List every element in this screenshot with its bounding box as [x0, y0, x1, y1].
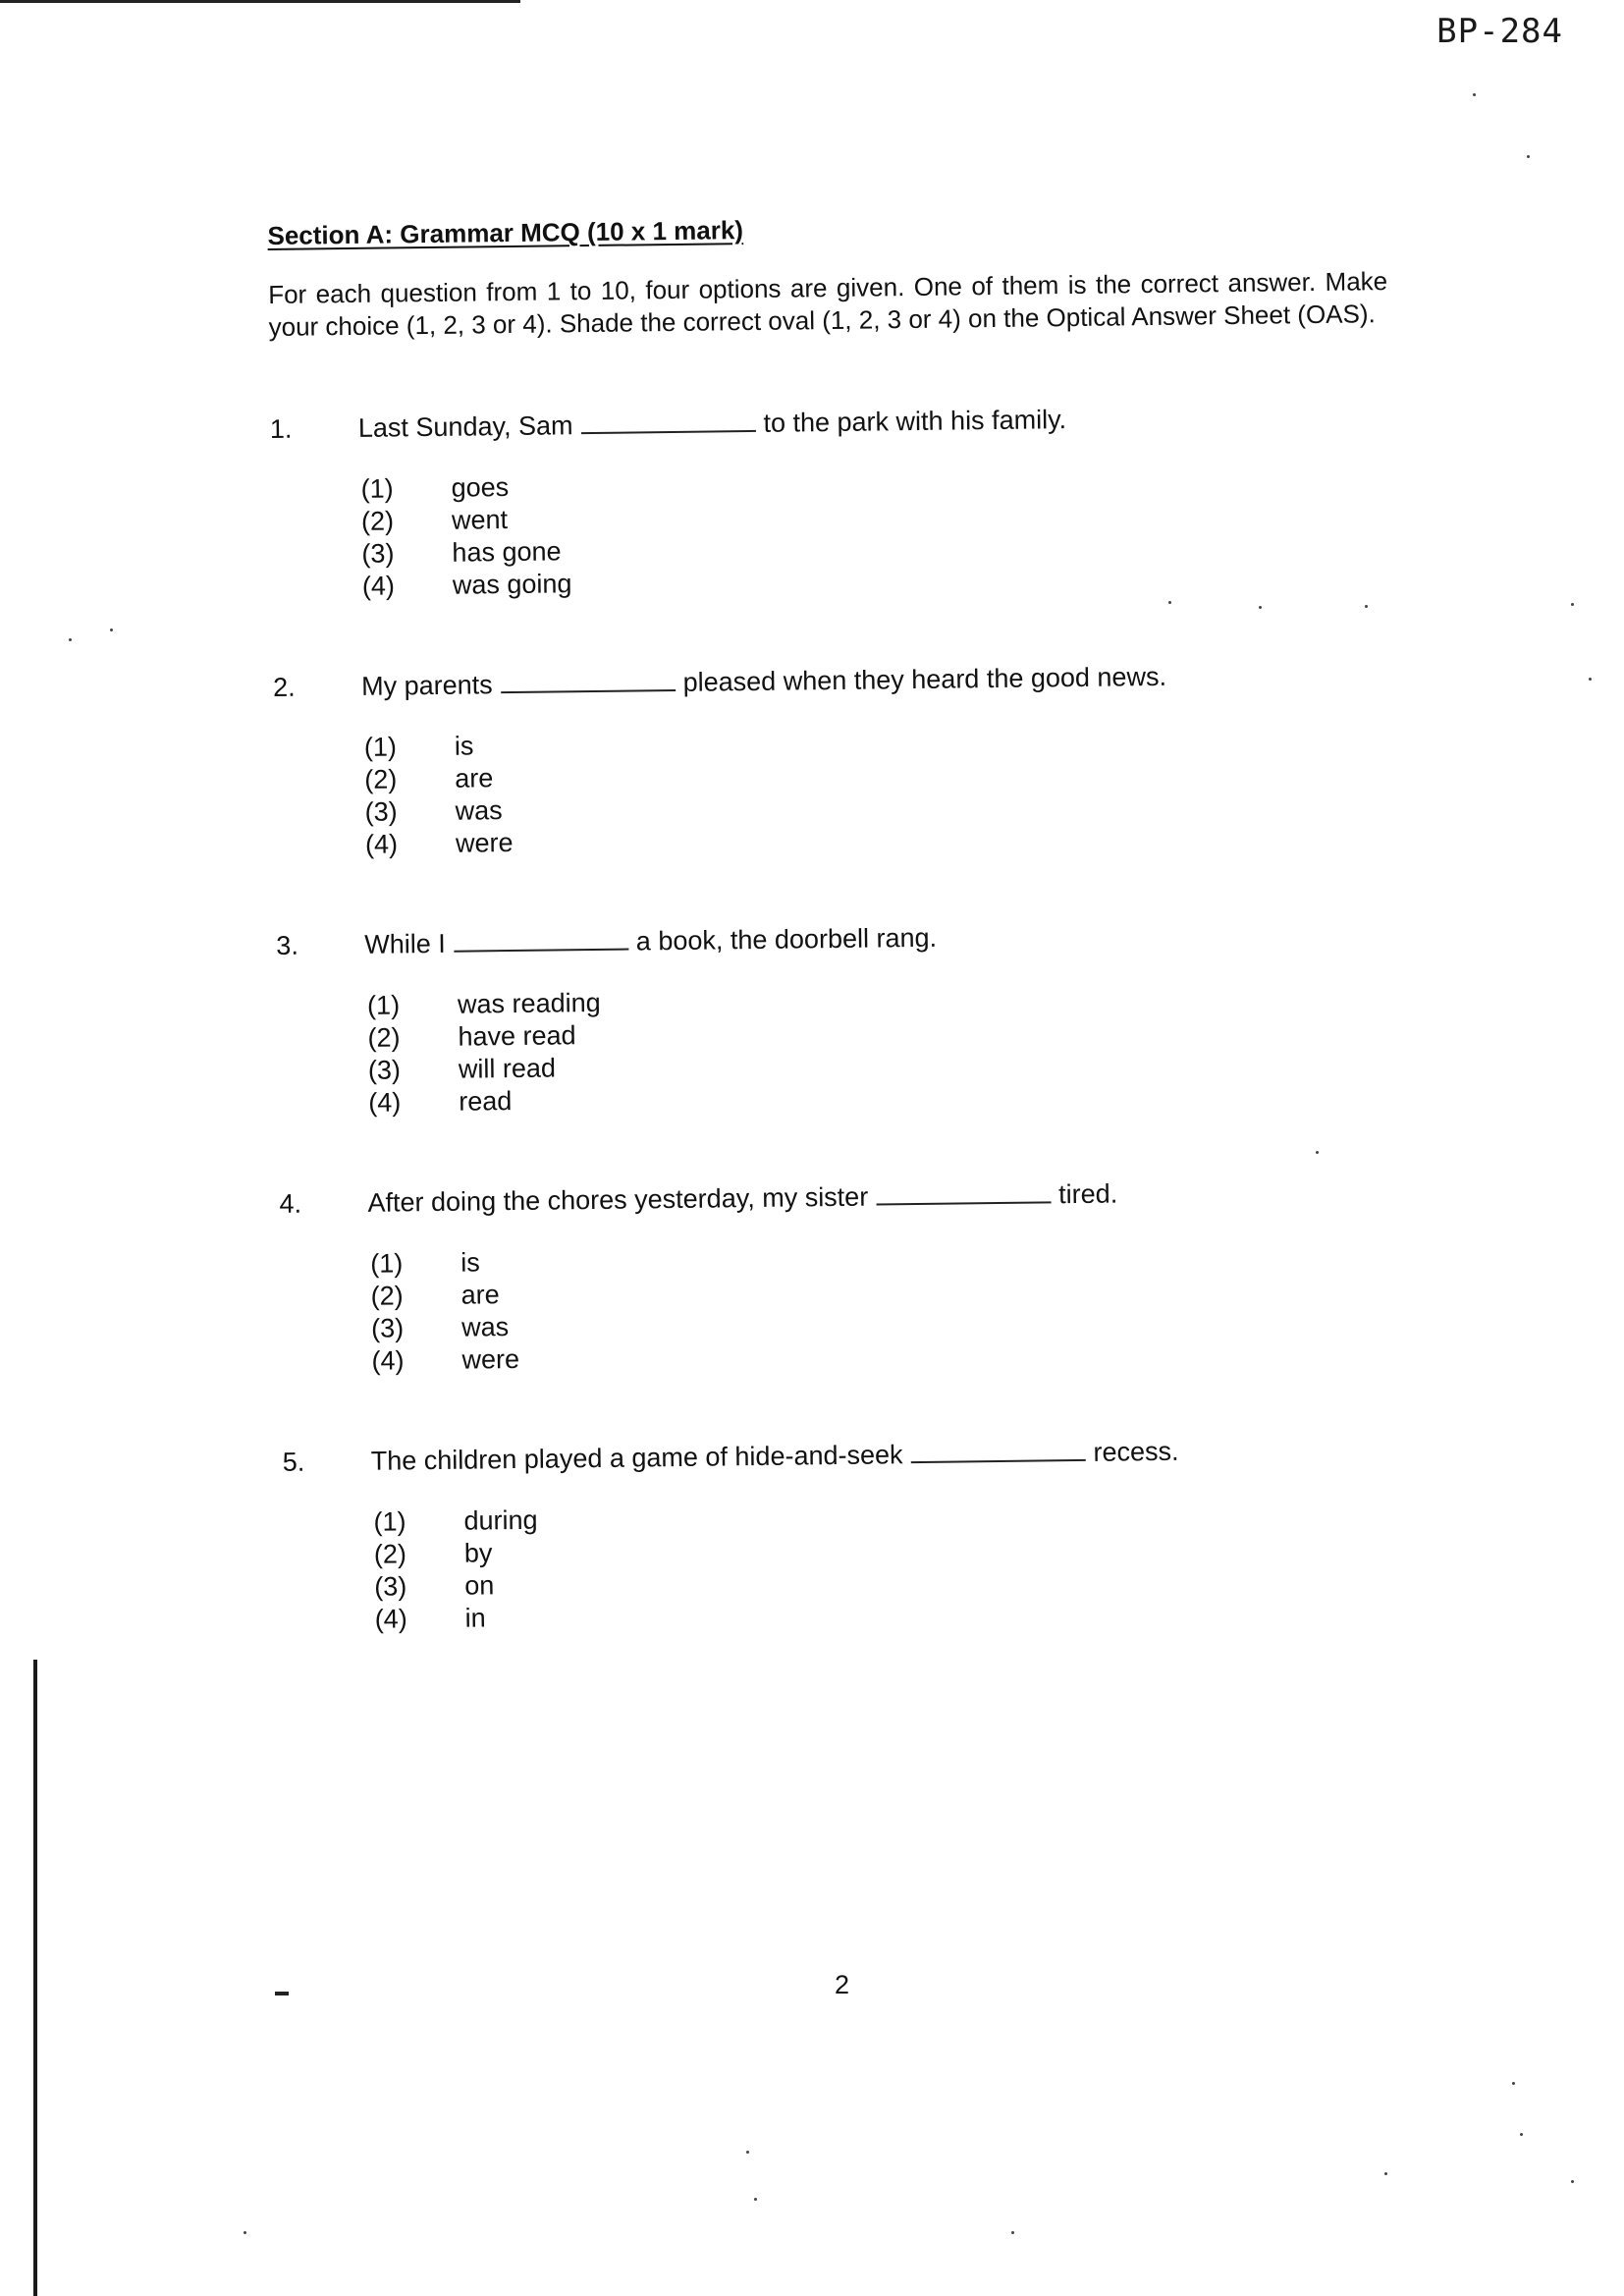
option-label: (2): [367, 1022, 401, 1053]
exam-page: [267, 183, 1414, 1637]
scan-speck: [754, 2198, 757, 2201]
scan-speck: [1512, 2082, 1515, 2085]
scan-speck: [1571, 2180, 1574, 2183]
question-stem-row: [283, 1434, 1412, 1478]
option-text: are: [460, 1280, 500, 1310]
question-stem: [358, 405, 1067, 444]
option-label: (3): [361, 538, 395, 569]
question-number: 4.: [279, 1188, 302, 1219]
scan-speck: [1527, 155, 1530, 158]
question-text-after-blank: tired.: [1058, 1178, 1118, 1210]
option-text: goes: [451, 472, 510, 503]
option-label: (3): [364, 796, 398, 827]
option-text: in: [464, 1603, 486, 1633]
option-label: (1): [370, 1248, 404, 1279]
question-list: [270, 401, 1414, 1637]
option-text: was reading: [457, 987, 601, 1019]
question-text-after-blank: pleased when they heard the good news.: [682, 661, 1167, 697]
answer-blank: [454, 948, 628, 953]
option-text: read: [459, 1086, 513, 1117]
option-label: (1): [363, 732, 398, 762]
scan-speck: [1473, 93, 1476, 96]
option-text: have read: [458, 1020, 576, 1052]
question-5: [283, 1434, 1414, 1637]
question-1: [270, 401, 1401, 604]
option-list: [367, 977, 1408, 1120]
answer-blank: [876, 1200, 1051, 1205]
scan-speck: [1520, 2133, 1523, 2136]
answer-blank: [581, 429, 756, 434]
scan-speck: [69, 638, 72, 641]
option-text: is: [460, 1247, 480, 1278]
scan-speck: [244, 2231, 246, 2234]
option-list: [373, 1494, 1414, 1636]
question-4: [279, 1175, 1410, 1379]
section-title: Section A: Grammar MCQ (10 x 1 mark): [267, 215, 744, 250]
scan-speck: [1365, 605, 1368, 608]
question-number: 2.: [272, 672, 296, 702]
option-label: (2): [360, 506, 395, 536]
question-stem: [371, 1437, 1179, 1477]
scan-speck: [110, 629, 113, 631]
option-label: (4): [361, 571, 396, 601]
option-label: (1): [360, 473, 394, 504]
option-label: (2): [370, 1281, 404, 1311]
option-label: (3): [374, 1571, 407, 1602]
question-text-before-blank: My parents: [360, 670, 493, 701]
section-instructions: For each question from 1 to 10, four options are given. One of them is the correct answer. Make your choice (1, 2, 3 or 4). Shade the correct oval (1, 2, 3 or 4) on the Optical Answer Sheet (OAS).: [268, 266, 1388, 342]
scan-speck: [1384, 2172, 1387, 2175]
scan-edge-left: [33, 1660, 37, 2296]
option-label: (3): [367, 1055, 402, 1085]
option-label: (1): [366, 990, 401, 1020]
answer-blank: [501, 688, 676, 693]
page-number: 2: [835, 1970, 850, 1999]
question-text-after-blank: recess.: [1093, 1436, 1179, 1467]
scan-speck: [746, 2151, 749, 2154]
option-text: are: [455, 763, 494, 793]
option-text: by: [463, 1538, 493, 1568]
question-number: 5.: [282, 1447, 305, 1477]
question-text-after-blank: to the park with his family.: [763, 405, 1067, 438]
question-text-before-blank: While I: [364, 928, 447, 959]
question-stem: [364, 923, 937, 960]
question-text-before-blank: Last Sunday, Sam: [357, 410, 573, 443]
option-text: has gone: [452, 536, 562, 568]
option-label: (4): [364, 829, 399, 859]
option-label: (2): [364, 764, 398, 794]
option-text: during: [463, 1504, 538, 1536]
scan-speck: [1571, 603, 1574, 606]
question-text-after-blank: a book, the doorbell rang.: [635, 922, 938, 957]
option-label: (1): [373, 1506, 406, 1537]
option-label: (4): [368, 1087, 402, 1118]
footer-dash-mark: [275, 1992, 289, 1995]
document-code: BP-284: [1436, 12, 1563, 51]
question-number: 3.: [276, 930, 299, 960]
option-list: [370, 1235, 1411, 1378]
option-text: on: [464, 1570, 495, 1601]
question-stem-row: [273, 659, 1402, 703]
option-text: was: [455, 795, 503, 826]
question-stem-row: [270, 401, 1399, 445]
question-3: [276, 917, 1407, 1121]
option-list: [364, 719, 1405, 861]
scan-edge-top: [0, 0, 520, 3]
option-text: will read: [458, 1053, 557, 1084]
question-2: [273, 659, 1404, 862]
question-stem-row: [279, 1175, 1408, 1220]
option-text: was: [460, 1312, 510, 1342]
option-list: [360, 461, 1401, 603]
answer-blank: [911, 1458, 1086, 1463]
option-label: (4): [371, 1345, 405, 1376]
scan-speck: [1316, 1151, 1319, 1154]
question-stem-row: [276, 917, 1405, 961]
question-stem: [361, 662, 1166, 702]
question-stem: [367, 1178, 1117, 1218]
option-label: (4): [374, 1604, 407, 1634]
option-text: were: [455, 827, 514, 858]
option-text: went: [451, 505, 509, 535]
question-text-before-blank: After doing the chores yesterday, my sister: [367, 1181, 869, 1218]
option-text: was going: [452, 569, 572, 600]
scan-speck: [1589, 678, 1592, 681]
question-text-before-blank: The children played a game of hide-and-seek: [370, 1440, 903, 1476]
scan-speck: [1168, 601, 1171, 604]
scan-speck: [1259, 606, 1262, 609]
question-number: 1.: [269, 413, 293, 444]
option-label: (2): [373, 1539, 407, 1569]
scan-speck: [1011, 2231, 1014, 2234]
option-text: were: [461, 1343, 520, 1375]
option-label: (3): [370, 1313, 405, 1343]
option-text: is: [454, 731, 474, 761]
